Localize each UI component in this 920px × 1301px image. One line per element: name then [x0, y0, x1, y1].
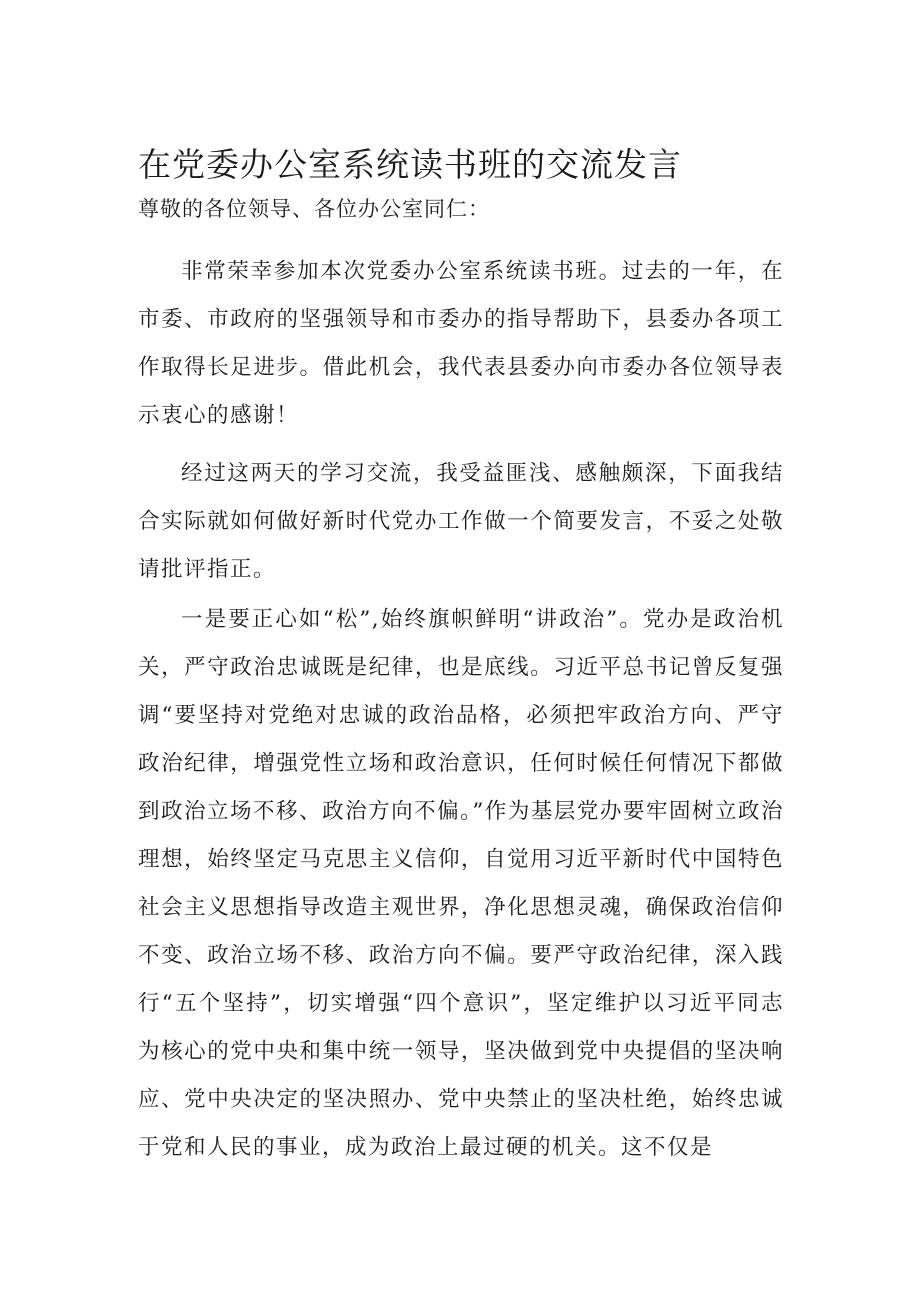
salutation: 尊敬的各位领导、各位办公室同仁：: [138, 197, 490, 221]
paragraph-opening: 非常荣幸参加本次党委办公室系统读书班。过去的一年，在市委、市政府的坚强领导和市委办的指导帮助下，县委办各项工作取得长足进步。借此机会，我代表县委办向市委办各位领导表示衷心的感谢！: [138, 259, 784, 428]
document-title: 在党委办公室系统读书班的交流发言: [138, 145, 682, 184]
paragraph-point-one: 一是要正心如“松”,始终旗帜鲜明“讲政治”。党办是政治机关，严守政治忠诚既是纪律，也是底线。习近平总书记曾反复强调“要坚持对党绝对忠诚的政治品格，必须把牢政治方向、严守政治纪律，增强党性立场和政治意识，任何时候任何情况下都做到政治立场不移、政治方向不偏。”作为基层党办要牢固树立政治理想，始终坚定马克思主义信仰，自觉用习近平新时代中国特色社会主义思想指导改造主观世界，净化思想灵魂，确保政治信仰不变、政治立场不移、政治方向不偏。要严守政治纪律，深入践行“五个坚持”，切实增强“四个意识”，坚定维护以习近平同志为核心的党中央和集中统一领导，坚决做到党中央提倡的坚决响应、党中央决定的坚决照办、党中央禁止的坚决杜绝，始终忠诚于党和人民的事业，成为政治上最过硬的机关。这不仅是: [138, 607, 784, 1160]
paragraph-intro: 经过这两天的学习交流，我受益匪浅、感触颇深，下面我结合实际就如何做好新时代党办工作做一个简要发言，不妥之处敬请批评指正。: [138, 461, 784, 582]
